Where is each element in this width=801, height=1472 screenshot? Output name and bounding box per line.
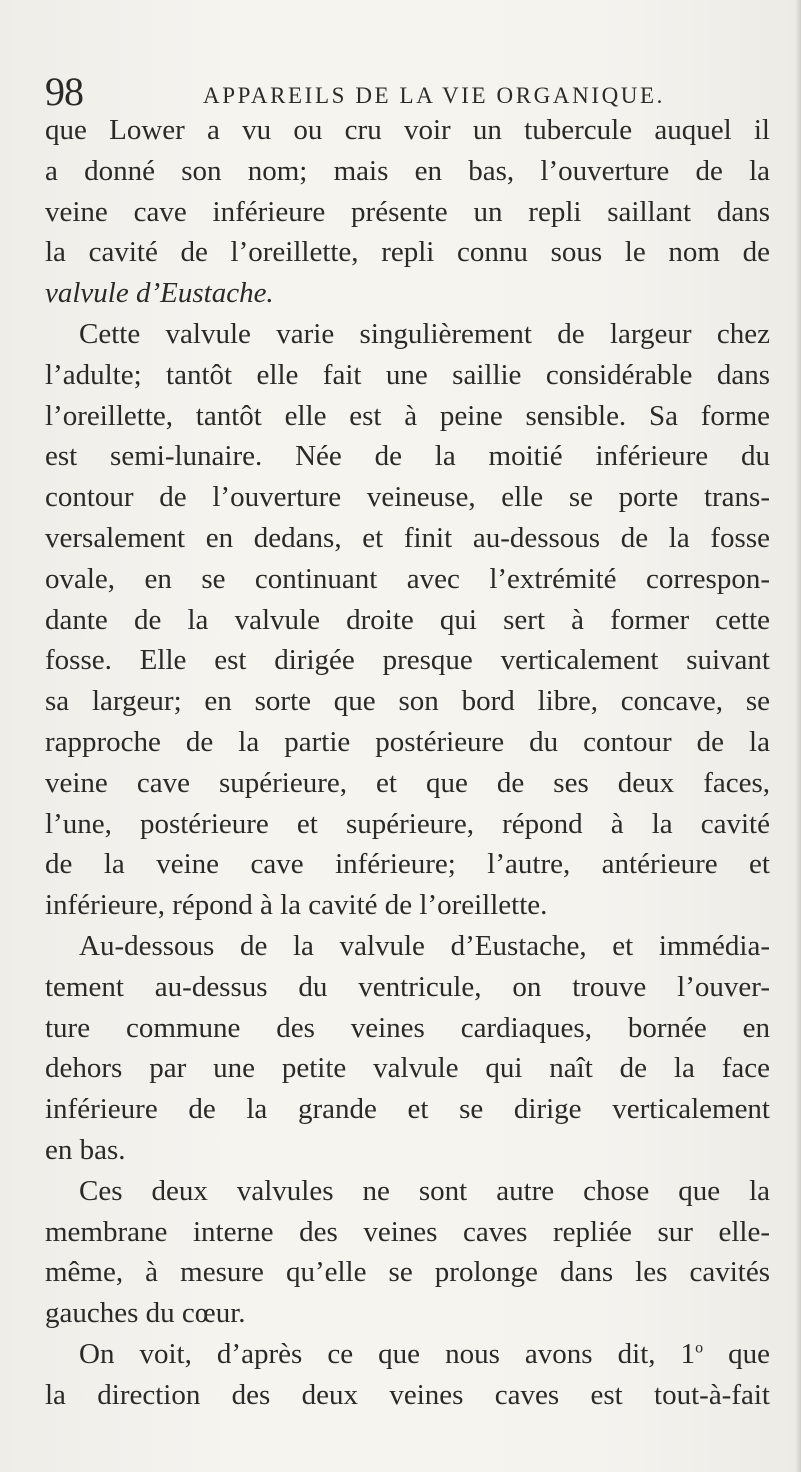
line-text: même, à mesure qu’elle se prolonge dans les cavités [45, 1256, 770, 1289]
line-text: est semi-lunaire. Née de la moitié inférieure du [45, 440, 770, 473]
body-text [45, 110, 770, 1416]
page-edge-shadow [795, 0, 801, 1472]
text-line [45, 192, 770, 233]
line-text: que Lower a vu ou cru voir un tubercule auquel il [45, 114, 770, 146]
line-text: Au-dessous de la valvule d’Eustache, et immédia- [79, 929, 770, 962]
text-line [45, 1334, 770, 1375]
text-line [45, 885, 770, 926]
text-line [45, 232, 770, 273]
line-text: a donné son nom; mais en bas, l’ouverture de la [45, 154, 770, 187]
text-line [45, 1048, 770, 1089]
line-text: la cavité de l’oreillette, repli connu sous le nom de [45, 236, 770, 269]
line-text: versalement en dedans, et finit au-dessous de la fosse [45, 521, 770, 554]
text-line [45, 355, 770, 396]
line-text: gauches du cœur. [45, 1297, 246, 1330]
line-text: ovale, en se continuant avec l’extrémité correspon- [45, 562, 770, 595]
text-line [45, 1252, 770, 1293]
text-line [45, 559, 770, 600]
line-text-after: que [703, 1337, 770, 1370]
text-line [45, 600, 770, 641]
line-text: membrane interne des veines caves repliée sur elle- [45, 1215, 770, 1248]
text-line [45, 926, 770, 967]
line-text: de la veine cave inférieure; l’autre, antérieure et [45, 848, 770, 881]
line-text: dante de la valvule droite qui sert à former cette [45, 603, 770, 636]
text-line [45, 396, 770, 437]
text-line [45, 804, 770, 845]
line-text: inférieure, répond à la cavité de l’oreillette. [45, 889, 548, 922]
text-line [45, 1130, 770, 1171]
text-line [45, 1375, 770, 1416]
line-text: ture commune des veines cardiaques, bornée en [45, 1011, 770, 1044]
line-text: la direction des deux veines caves est tout-à-fait [45, 1378, 770, 1411]
text-line [45, 314, 770, 355]
line-text: en bas. [45, 1133, 126, 1166]
line-text: Ces deux valvules ne sont autre chose que la [79, 1174, 770, 1207]
text-line [45, 518, 770, 559]
line-text: dehors par une petite valvule qui naît de la face [45, 1052, 770, 1085]
line-text: On voit, d’après ce que nous avons dit, 1 [79, 1337, 696, 1370]
text-line [45, 1212, 770, 1253]
italic-term: valvule d’Eustache. [45, 277, 274, 310]
line-text: l’oreillette, tantôt elle est à peine sensible. Sa forme [45, 399, 770, 432]
text-line [45, 110, 770, 151]
page-number: 98 [45, 69, 83, 114]
line-text: fosse. Elle est dirigée presque verticalement suivant [45, 644, 770, 677]
text-line [45, 151, 770, 192]
line-text: sa largeur; en sorte que son bord libre, concave, se [45, 685, 770, 718]
text-line [45, 1008, 770, 1049]
text-line [45, 844, 770, 885]
text-line [45, 967, 770, 1008]
text-line [45, 1089, 770, 1130]
text-line [45, 273, 770, 314]
line-text: Cette valvule varie singulièrement de largeur chez [79, 317, 770, 350]
line-text: inférieure de la grande et se dirige verticalement [45, 1093, 770, 1126]
line-text: veine cave inférieure présente un repli saillant dans [45, 195, 770, 228]
line-text: l’adulte; tantôt elle fait une saillie considérable dans [45, 358, 770, 391]
line-text: contour de l’ouverture veineuse, elle se porte trans- [45, 481, 770, 514]
line-text: rapproche de la partie postérieure du contour de la [45, 725, 770, 758]
running-title: APPAREILS DE LA VIE ORGANIQUE. [203, 83, 665, 108]
text-line [45, 436, 770, 477]
text-line [45, 1171, 770, 1212]
line-text: tement au-dessus du ventricule, on trouve l’ouver- [45, 970, 770, 1003]
text-line [45, 477, 770, 518]
line-text: veine cave supérieure, et que de ses deux faces, [45, 766, 770, 799]
text-line [45, 640, 770, 681]
text-line [45, 763, 770, 804]
text-line [45, 681, 770, 722]
superscript: o [695, 1339, 704, 1357]
line-text: l’une, postérieure et supérieure, répond à la cavité [45, 807, 770, 840]
text-line [45, 722, 770, 763]
text-line [45, 1293, 770, 1334]
